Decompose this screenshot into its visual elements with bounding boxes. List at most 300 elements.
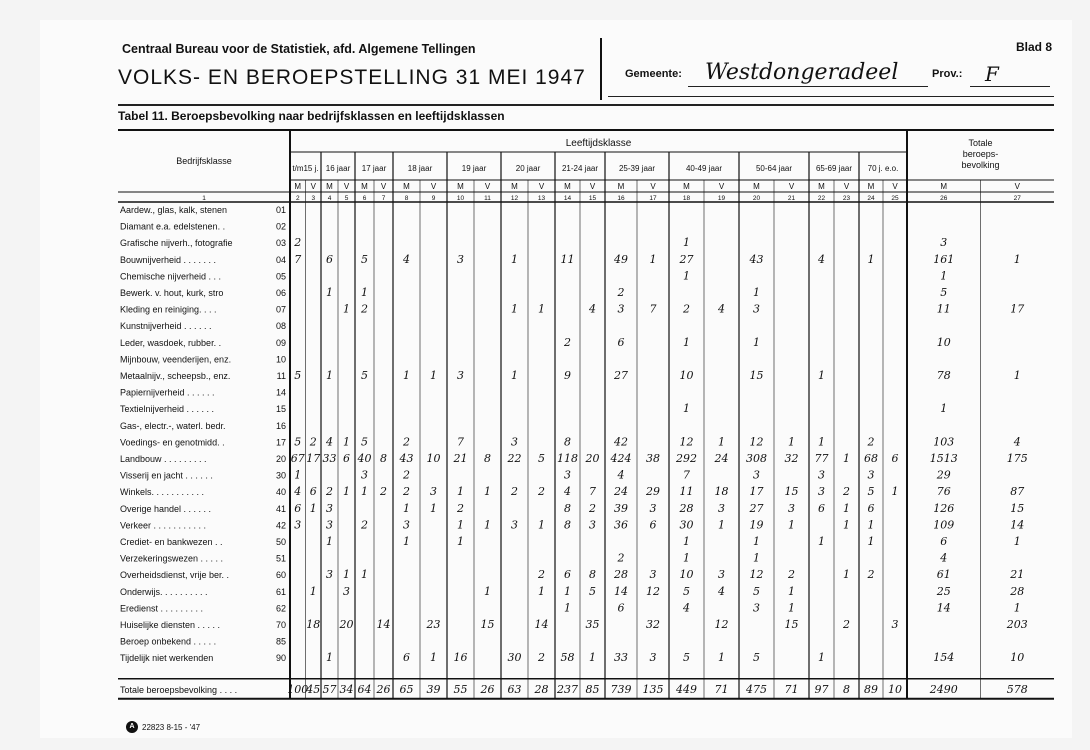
table-cell: 5 (940, 286, 948, 299)
table-cell: 2 (511, 485, 518, 499)
table-cell: 1 (430, 501, 437, 515)
table-cell: 32 (646, 618, 660, 631)
table-cell: 18 (714, 485, 729, 499)
row-label: Mijnbouw, veenderijen, enz. (120, 354, 232, 365)
table-cell: 1 (511, 369, 518, 382)
table-title: Tabel 11. Beroepsbevolking naar bedrijfsklassen en leeftijdsklassen (118, 109, 505, 123)
table-cell: 3 (457, 252, 464, 266)
table-cell: 12 (749, 435, 764, 449)
table-cell: 1 (343, 302, 350, 316)
table-cell: 1 (753, 286, 760, 299)
table-cell: 2 (380, 485, 387, 499)
row-label: Kleding en reiniging. . . . (120, 304, 217, 315)
age-group-header: 65-69 jaar (815, 164, 853, 173)
table-cell: 3 (403, 518, 410, 532)
table-cell: 3 (617, 302, 625, 316)
table-cell: 1 (867, 535, 875, 548)
total-cell: 63 (507, 682, 522, 696)
age-group-header: 18 jaar (407, 164, 433, 173)
row-label: Aardew., glas, kalk, stenen (120, 205, 228, 215)
column-number: 6 (362, 195, 367, 202)
row-label: Landbouw . . . . . . . . . (120, 454, 207, 464)
table-cell: 22 (507, 452, 522, 465)
table-cell: 292 (676, 452, 697, 465)
table-cell: 1 (753, 335, 760, 349)
mv-header: M (294, 182, 302, 191)
table-cell: 1 (683, 551, 690, 565)
age-group-header: 25-39 jaar (618, 164, 656, 173)
table-cell: 68 (864, 452, 878, 465)
row-code: 03 (275, 238, 286, 249)
table-cell: 21 (1010, 568, 1025, 582)
table-cell: 17 (1010, 302, 1025, 316)
table-cell: 20 (339, 618, 354, 631)
row-label: Huiselijke diensten . . . . . (120, 620, 221, 630)
table-cell: 2 (683, 302, 690, 316)
column-number: 10 (456, 195, 465, 202)
column-number: 20 (752, 195, 761, 202)
table-cell: 38 (646, 452, 660, 465)
mv-header: V (1014, 182, 1020, 191)
prov-label: Prov.: (932, 68, 963, 80)
row-label: Eredienst . . . . . . . . . (120, 603, 204, 614)
table-cell: 17 (306, 452, 321, 465)
table-cell: 33 (614, 651, 628, 665)
row-label: Voedings- en genotmidd. . (120, 437, 225, 448)
total-cell: 26 (480, 682, 495, 696)
total-cell: 39 (426, 682, 441, 696)
table-cell: 10 (679, 568, 694, 582)
table-cell: 1 (788, 435, 795, 449)
table-cell: 7 (294, 252, 302, 266)
table-cell: 1 (326, 369, 333, 382)
table-cell: 2 (788, 568, 795, 582)
table-cell: 3 (326, 501, 333, 515)
table-cell: 1 (1013, 535, 1021, 548)
table-cell: 6 (867, 501, 875, 515)
table-cell: 2 (457, 501, 464, 515)
table-cell: 1 (538, 584, 545, 598)
table-cell: 5 (538, 452, 545, 465)
table-cell: 19 (749, 518, 764, 532)
column-number: 14 (563, 195, 572, 202)
table-cell: 16 (453, 651, 468, 665)
table-cell: 6 (891, 452, 899, 465)
table-cell: 2 (538, 568, 545, 582)
table-cell: 2 (294, 236, 302, 250)
row-label: Crediet- en bankwezen . . (120, 537, 223, 547)
table-cell: 12 (679, 435, 694, 449)
table-cell: 154 (933, 651, 955, 665)
table-cell: 1 (403, 535, 410, 548)
column-number: 17 (649, 195, 657, 202)
table-cell: 1 (867, 252, 875, 266)
total-cell: 10 (888, 682, 902, 696)
row-label: Beroep onbekend . . . . . (120, 636, 217, 647)
row-code: 01 (275, 205, 286, 215)
row-code: 70 (275, 620, 286, 630)
table-cell: 3 (343, 584, 350, 598)
column-number: 21 (787, 195, 796, 202)
table-cell: 14 (534, 618, 549, 631)
row-code: 07 (275, 304, 286, 315)
column-number: 18 (682, 195, 691, 202)
mv-header: V (843, 182, 850, 191)
totale-header: Totale (968, 138, 993, 148)
row-label: Bewerk. v. hout, kurk, stro (120, 288, 224, 298)
table-cell: 3 (753, 468, 760, 482)
table-cell: 5 (589, 584, 596, 598)
table-cell: 1 (788, 518, 795, 532)
age-group-header: t/m15 j. (292, 164, 319, 173)
table-cell: 42 (614, 435, 628, 449)
mv-header: V (484, 182, 491, 191)
table-cell: 109 (933, 518, 955, 532)
census-table (40, 20, 1072, 738)
table-cell: 67 (290, 452, 305, 465)
leeftijdsklasse-header: Leeftijdsklasse (565, 138, 632, 149)
table-cell: 4 (564, 485, 571, 499)
mv-header: M (457, 182, 464, 191)
table-cell: 1 (718, 518, 725, 532)
table-cell: 1 (940, 269, 948, 283)
table-cell: 8 (380, 452, 387, 465)
table-cell: 2 (617, 551, 625, 565)
total-cell: 28 (534, 682, 549, 696)
table-cell: 2 (538, 651, 545, 665)
table-cell: 1 (361, 568, 368, 582)
total-cell: 449 (676, 682, 697, 696)
table-cell: 3 (753, 601, 760, 615)
mv-header: V (430, 182, 437, 191)
mv-header: V (343, 182, 350, 191)
total-cell: 71 (784, 682, 799, 696)
table-cell: 2 (403, 468, 410, 482)
row-label: Overige handel . . . . . . (120, 503, 212, 514)
table-cell: 1 (818, 435, 825, 449)
table-cell: 3 (326, 518, 333, 532)
census-title: VOLKS- EN BEROEPSTELLING 31 MEI 1947 (118, 66, 586, 89)
mv-header: M (753, 182, 760, 191)
table-cell: 203 (1006, 618, 1028, 631)
table-cell: 308 (746, 452, 767, 465)
table-cell: 1 (403, 501, 410, 515)
row-code: 40 (275, 487, 286, 498)
table-cell: 1 (718, 435, 725, 449)
row-label: Visserij en jacht . . . . . . (120, 470, 213, 481)
table-cell: 2 (309, 435, 317, 449)
column-number: 8 (404, 195, 409, 202)
census-sheet (40, 20, 1072, 738)
table-cell: 61 (936, 568, 951, 582)
table-cell: 32 (784, 452, 799, 465)
row-label: Metaalnijv., scheepsb., enz. (120, 371, 231, 381)
table-cell: 12 (646, 584, 660, 598)
age-group-header: 50-64 jaar (755, 164, 793, 173)
row-label: Overheidsdienst, vrije ber. . (120, 570, 230, 581)
table-cell: 8 (589, 568, 596, 582)
table-cell: 11 (679, 485, 694, 499)
table-cell: 1 (843, 452, 850, 465)
table-cell: 1 (326, 535, 333, 548)
table-cell: 6 (940, 535, 948, 548)
row-code: 16 (275, 420, 286, 431)
row-code: 61 (275, 586, 286, 597)
gemeente-label: Gemeente: (625, 68, 682, 80)
table-cell: 28 (614, 568, 628, 582)
total-cell: 85 (585, 682, 600, 696)
age-group-header: 20 jaar (515, 164, 541, 173)
table-cell: 4 (940, 551, 948, 565)
table-cell: 1 (343, 568, 350, 582)
row-code: 51 (275, 553, 286, 564)
table-cell: 1 (343, 435, 350, 449)
table-cell: 76 (936, 485, 951, 499)
column-number: 3 (311, 195, 316, 202)
table-cell: 2 (843, 485, 850, 499)
row-label: Tijdelijk niet werkenden (120, 653, 214, 664)
table-cell: 43 (399, 452, 414, 465)
table-cell: 30 (679, 518, 694, 532)
row-code: 90 (275, 653, 286, 664)
table-cell: 24 (614, 485, 628, 499)
row-label: Winkels. . . . . . . . . . . (120, 487, 205, 498)
total-cell: 55 (453, 682, 468, 696)
table-cell: 5 (361, 369, 368, 382)
row-code: 08 (275, 321, 286, 332)
table-cell: 5 (683, 584, 690, 598)
table-cell: 1 (940, 402, 948, 416)
mv-header: M (940, 182, 948, 191)
table-cell: 3 (511, 518, 518, 532)
mv-header: M (617, 182, 625, 191)
table-cell: 14 (376, 618, 391, 631)
table-cell: 1 (718, 651, 725, 665)
column-number: 26 (940, 195, 948, 202)
table-cell: 29 (646, 485, 660, 499)
table-cell: 1 (511, 252, 518, 266)
table-cell: 3 (457, 369, 464, 382)
table-cell: 1 (309, 584, 317, 598)
table-cell: 3 (753, 302, 760, 316)
table-cell: 2 (326, 485, 333, 499)
table-cell: 3 (294, 518, 302, 532)
total-cell: 45 (306, 682, 321, 696)
table-cell: 1 (343, 485, 350, 499)
table-cell: 118 (557, 452, 578, 465)
table-cell: 27 (679, 252, 694, 266)
table-cell: 30 (507, 651, 522, 665)
mv-header: V (718, 182, 725, 191)
mv-header: M (326, 182, 333, 191)
row-code: 14 (275, 387, 286, 398)
table-cell: 2 (867, 435, 875, 449)
table-cell: 87 (1010, 485, 1025, 499)
table-cell: 5 (753, 584, 760, 598)
table-cell: 3 (867, 468, 875, 482)
table-cell: 3 (818, 468, 825, 482)
table-cell: 20 (585, 452, 600, 465)
table-cell: 4 (718, 584, 725, 598)
table-cell: 1 (1013, 252, 1021, 266)
total-cell: 578 (1006, 682, 1028, 696)
table-cell: 5 (753, 651, 760, 665)
table-cell: 1 (430, 651, 437, 665)
table-cell: 2 (617, 286, 625, 299)
table-cell: 6 (294, 501, 302, 515)
column-number: 15 (588, 195, 597, 202)
age-group-header: 19 jaar (461, 164, 487, 173)
table-cell: 3 (788, 501, 795, 515)
mv-header: M (683, 182, 690, 191)
table-cell: 4 (1013, 435, 1021, 449)
table-cell: 6 (617, 335, 625, 349)
table-cell: 2 (538, 485, 545, 499)
table-cell: 6 (564, 568, 571, 582)
table-cell: 36 (614, 518, 628, 532)
table-cell: 15 (784, 618, 799, 631)
table-cell: 4 (326, 435, 333, 449)
mv-header: M (564, 182, 571, 191)
column-number: 7 (381, 195, 386, 202)
age-group-header: 40-49 jaar (685, 164, 723, 173)
table-cell: 5 (683, 651, 690, 665)
table-cell: 35 (585, 618, 600, 631)
table-cell: 28 (1010, 584, 1025, 598)
table-cell: 8 (484, 452, 491, 465)
table-cell: 7 (683, 468, 690, 482)
column-number: 5 (344, 195, 349, 202)
table-cell: 4 (818, 252, 825, 266)
row-label: Textielnijverheid . . . . . . (120, 404, 215, 415)
table-cell: 7 (457, 435, 464, 449)
table-cell: 3 (589, 518, 596, 532)
mv-header: M (867, 182, 875, 191)
column-number: 11 (484, 195, 491, 202)
table-cell: 25 (936, 584, 951, 598)
row-label: Papiernijverheid . . . . . . (120, 387, 215, 398)
table-cell: 1 (683, 236, 690, 250)
table-cell: 8 (564, 501, 571, 515)
table-cell: 1 (403, 369, 410, 382)
table-cell: 2 (564, 335, 571, 349)
table-cell: 1 (361, 485, 368, 499)
table-cell: 1 (843, 501, 850, 515)
table-cell: 2 (843, 618, 850, 631)
table-cell: 1 (538, 518, 545, 532)
row-label: Verkeer . . . . . . . . . . . (120, 520, 207, 531)
total-cell: 65 (399, 682, 414, 696)
mv-header: V (380, 182, 387, 191)
mv-header: M (403, 182, 410, 191)
age-group-header: 17 jaar (361, 164, 387, 173)
age-group-header: 70 j. e.o. (867, 164, 899, 173)
row-code: 20 (275, 454, 286, 464)
table-cell: 1 (457, 485, 464, 499)
table-cell: 15 (749, 369, 764, 382)
table-cell: 39 (614, 501, 628, 515)
table-cell: 12 (714, 618, 729, 631)
table-cell: 6 (403, 651, 410, 665)
organization-line: Centraal Bureau voor de Statistiek, afd. Algemene Tellingen (122, 42, 476, 56)
row-label: Diamant e.a. edelstenen. . (120, 221, 226, 232)
total-cell: 26 (376, 682, 391, 696)
table-cell: 3 (718, 568, 725, 582)
row-code: 05 (275, 271, 286, 282)
table-cell: 6 (343, 452, 350, 465)
table-cell: 78 (936, 369, 951, 382)
table-cell: 49 (614, 252, 628, 266)
row-label: Grafische nijverh., fotografie (120, 238, 233, 249)
table-cell: 29 (936, 468, 951, 482)
table-cell: 4 (718, 302, 725, 316)
row-code: 17 (275, 437, 286, 448)
column-number: 16 (617, 195, 625, 202)
table-cell: 7 (589, 485, 596, 499)
footnote-text: 22823 8-15 - '47 (142, 722, 201, 732)
table-cell: 3 (326, 568, 333, 582)
table-cell: 1 (649, 252, 657, 266)
row-code: 06 (275, 288, 286, 298)
table-cell: 3 (564, 468, 571, 482)
table-cell: 1 (326, 286, 333, 299)
table-cell: 11 (936, 302, 951, 316)
table-cell: 27 (614, 369, 628, 382)
table-cell: 2 (361, 518, 368, 532)
table-cell: 1 (326, 651, 333, 665)
table-cell: 58 (560, 651, 575, 665)
table-cell: 10 (936, 335, 951, 349)
table-cell: 6 (326, 252, 333, 266)
table-cell: 5 (361, 252, 368, 266)
table-cell: 1 (484, 584, 491, 598)
table-cell: 6 (617, 601, 625, 615)
row-code: 50 (275, 537, 286, 547)
total-cell: 475 (746, 682, 767, 696)
mv-header: V (589, 182, 596, 191)
table-cell: 10 (679, 369, 694, 382)
sheet-number: Blad 8 (1015, 40, 1052, 54)
row-code: 60 (275, 570, 286, 581)
row-label: Chemische nijverheid . . . (120, 271, 222, 282)
column-number: 1 (202, 195, 206, 202)
table-cell: 5 (294, 435, 302, 449)
table-cell: 3 (430, 485, 437, 499)
table-cell: 4 (683, 601, 690, 615)
table-cell: 40 (357, 452, 372, 465)
table-cell: 5 (361, 435, 368, 449)
total-cell: 237 (557, 682, 578, 696)
table-cell: 3 (649, 651, 657, 665)
mv-header: V (310, 182, 316, 191)
totale-header: bevolking (961, 160, 1000, 170)
table-cell: 2 (403, 485, 410, 499)
row-label: Verzekeringswezen . . . . . (120, 553, 224, 564)
table-cell: 5 (867, 485, 875, 499)
table-cell: 1 (843, 518, 850, 532)
table-cell: 15 (1010, 501, 1025, 515)
table-cell: 43 (749, 252, 764, 266)
print-footnote (126, 721, 200, 733)
mv-header: M (511, 182, 518, 191)
table-cell: 1 (788, 601, 795, 615)
table-cell: 18 (306, 618, 321, 631)
table-cell: 1 (538, 302, 545, 316)
table-cell: 15 (480, 618, 495, 631)
table-cell: 6 (818, 501, 825, 515)
table-cell: 3 (891, 618, 899, 631)
total-cell: 739 (610, 682, 632, 696)
